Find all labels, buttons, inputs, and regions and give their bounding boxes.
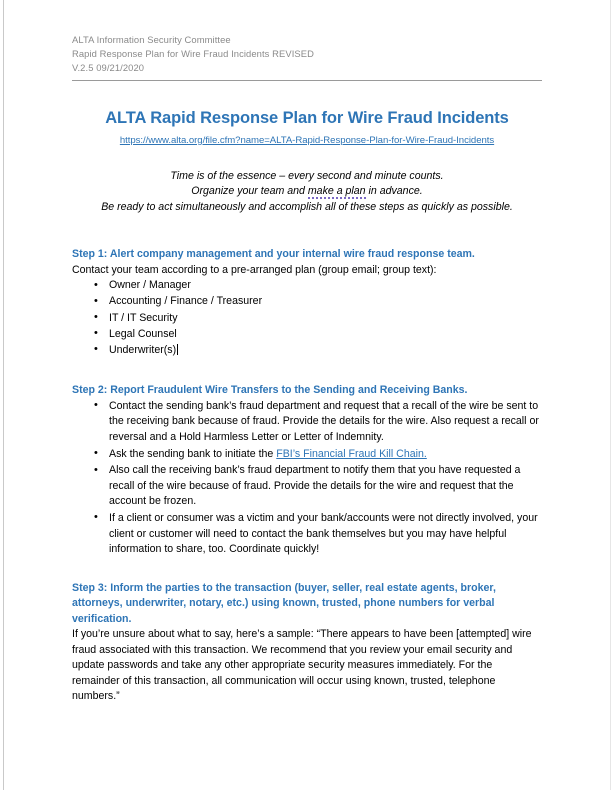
document-header — [72, 33, 542, 76]
title-block — [72, 109, 542, 148]
list-item: • Owner / Manager — [72, 278, 542, 294]
step-2-section — [72, 383, 542, 557]
intro-line-2 — [72, 184, 542, 200]
intro-line-1: Time is of the essence – every second and minute counts. — [170, 169, 444, 182]
text-cursor — [177, 344, 178, 355]
document-url-link[interactable]: https://www.alta.org/file.cfm?name=ALTA-Rapid-Response-Plan-for-Wire-Fraud-Incidents — [119, 134, 495, 146]
step-1-section — [72, 247, 542, 358]
page-title: ALTA Rapid Response Plan for Wire Fraud Incidents — [105, 108, 509, 127]
step-2-heading: Step 2: Report Fraudulent Wire Transfers to the Sending and Receiving Banks. — [72, 384, 468, 397]
list-item: • If a client or consumer was a victim and your bank/accounts were not directly involved, your client or customer will need to contact the bank themselves but you may have helpful information to share, too. Coordinate quickly! — [72, 511, 542, 558]
fbi-kill-chain-link[interactable]: FBI’s Financial Fraud Kill Chain. — [276, 447, 427, 460]
step-1-bullet-list — [72, 278, 542, 358]
header-divider — [72, 80, 542, 81]
document-content — [72, 33, 542, 705]
list-item — [72, 343, 542, 359]
step-3-heading: Step 3: Inform the parties to the transaction (buyer, seller, real estate agents, broker, attorneys, underwriter, notary, etc.) using known, trusted, phone numbers for verbal verification. — [72, 581, 496, 625]
intro-line-3: Be ready to act simultaneously and accomplish all of these steps as quickly as possible. — [101, 200, 513, 213]
header-line-plan-title: Rapid Response Plan for Wire Fraud Incidents REVISED — [72, 48, 314, 60]
link-bullet-text: Ask the sending bank to initiate the — [109, 447, 277, 460]
list-item: • IT / IT Security — [72, 311, 542, 327]
header-line-committee: ALTA Information Security Committee — [72, 34, 231, 45]
page-border-left — [3, 0, 4, 790]
intro-line-2-before: Organize your team and — [191, 185, 308, 198]
list-item-with-link — [72, 447, 542, 463]
step-3-paragraph: If you’re unsure about what to say, here’s a sample: “There appears to have been [attempted] wire fraud associated with this transaction. We recommend that you review your email security and update passwords and take any other appropriate security measures immediately. For the remainder of this transaction, all communication will occur using known, trusted, telephone numbers.” — [72, 627, 532, 703]
list-item: • Legal Counsel — [72, 327, 542, 343]
list-item: • Also call the receiving bank’s fraud department to notify them that you have requested a recall of the wire because of fraud. Provide the details for the wire and request that the account be frozen. — [72, 463, 542, 510]
intro-line-2-after: in advance. — [365, 185, 423, 198]
list-item: • Accounting / Finance / Treasurer — [72, 294, 542, 310]
intro-block — [72, 169, 542, 216]
grammar-flagged-text: make a plan — [307, 185, 366, 198]
list-item: • Contact the sending bank’s fraud department and request that a recall of the wire be sent to the receiving bank because of fraud. Provide the details for the wire. Also request a recall or reversal and a Hold Harmless Letter or Letter of Indemnity. — [72, 399, 542, 446]
step-3-section — [72, 581, 542, 705]
step-1-intro-text: Contact your team according to a pre-arranged plan (group email; group text): — [72, 263, 437, 276]
header-line-version: V.2.5 09/21/2020 — [72, 62, 145, 74]
step-2-bullet-list — [72, 399, 542, 558]
step-1-heading: Step 1: Alert company management and your internal wire fraud response team. — [72, 248, 475, 261]
list-item-text: Underwriter(s) — [109, 343, 177, 356]
